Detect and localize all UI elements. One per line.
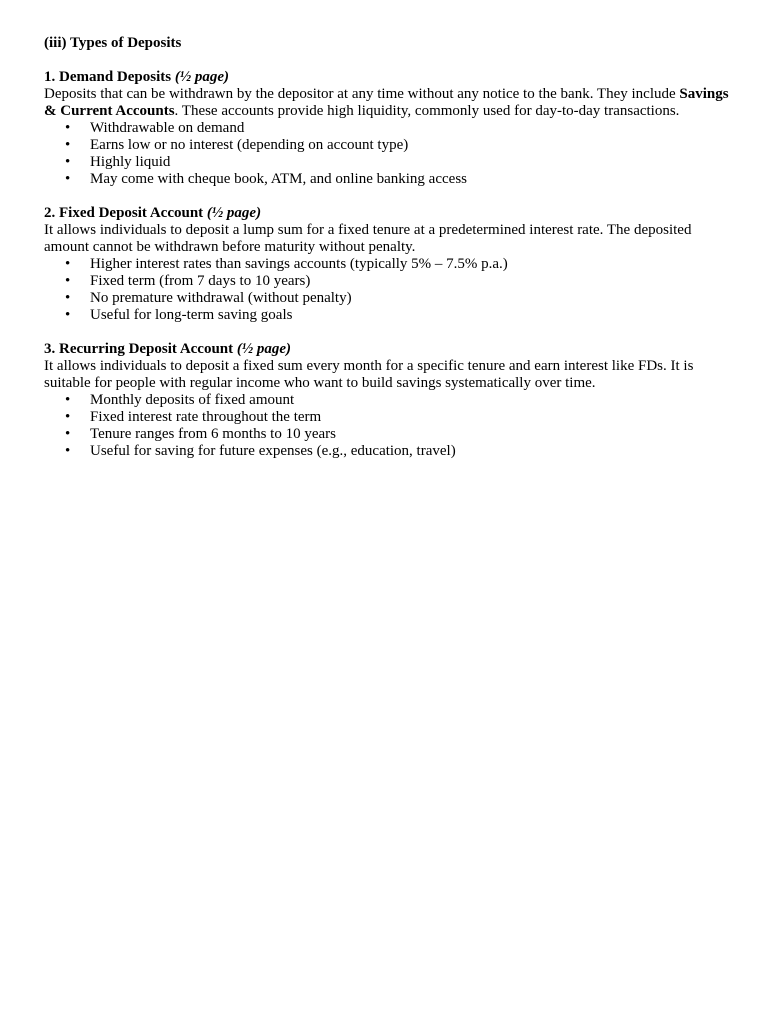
bullet-icon: •	[65, 392, 71, 408]
list-item-text: Useful for saving for future expenses (e.g., education, travel)	[90, 443, 456, 459]
list-item-text: Higher interest rates than savings accounts (typically 5% – 7.5% p.a.)	[90, 256, 508, 272]
list-item	[44, 171, 734, 188]
section-fixed-deposit	[44, 205, 734, 324]
list-item	[44, 443, 734, 460]
list-item	[44, 409, 734, 426]
section-recurring-deposit	[44, 341, 734, 460]
list-item-text: Tenure ranges from 6 months to 10 years	[90, 426, 336, 442]
bullet-icon: •	[65, 409, 71, 425]
list-item-text: Useful for long-term saving goals	[90, 307, 293, 323]
list-item	[44, 273, 734, 290]
list-item-text: May come with cheque book, ATM, and online banking access	[90, 171, 467, 187]
section-length-note: (½ page)	[174, 69, 229, 85]
paragraph-bold-text: Savings & Current Accounts	[44, 86, 729, 119]
bullet-icon: •	[65, 256, 71, 272]
section-paragraph	[44, 86, 734, 120]
paragraph-text: It allows individuals to deposit a fixed sum every month for a specific tenure and earn interest like FDs. It is suitable for people with regular income who want to build savings systematically over time.	[44, 358, 694, 391]
section-demand-deposits	[44, 69, 734, 188]
bullet-icon: •	[65, 273, 71, 289]
section-heading: 1. Demand Deposits	[44, 69, 172, 85]
list-item	[44, 120, 734, 137]
bullet-icon: •	[65, 426, 71, 442]
section-heading: 3. Recurring Deposit Account	[44, 341, 234, 357]
list-item-text: No premature withdrawal (without penalty)	[90, 290, 352, 306]
list-item	[44, 426, 734, 443]
bullet-icon: •	[65, 120, 71, 136]
list-item-text: Fixed term (from 7 days to 10 years)	[90, 273, 311, 289]
bullet-icon: •	[65, 171, 71, 187]
list-item	[44, 392, 734, 409]
bullet-list	[44, 120, 734, 188]
list-item-text: Highly liquid	[90, 154, 171, 170]
list-item-text: Withdrawable on demand	[90, 120, 245, 136]
list-item	[44, 256, 734, 273]
bullet-icon: •	[65, 137, 71, 153]
list-item	[44, 154, 734, 171]
bullet-icon: •	[65, 307, 71, 323]
list-item	[44, 137, 734, 154]
list-item-text: Earns low or no interest (depending on account type)	[90, 137, 409, 153]
list-item-text: Monthly deposits of fixed amount	[90, 392, 295, 408]
section-length-note: (½ page)	[236, 341, 292, 357]
section-heading-line	[44, 69, 734, 86]
list-item-text: Fixed interest rate throughout the term	[90, 409, 322, 425]
paragraph-text: Deposits that can be withdrawn by the depositor at any time without any notice to the bank. They include	[44, 86, 680, 102]
bullet-icon: •	[65, 290, 71, 306]
bullet-list	[44, 256, 734, 324]
paragraph-text-continued: . These accounts provide high liquidity, commonly used for day-to-day transactions.	[174, 103, 680, 119]
section-paragraph	[44, 222, 734, 256]
document-title: (iii) Types of Deposits	[44, 35, 182, 51]
section-heading-line	[44, 205, 734, 222]
document-page	[44, 35, 734, 477]
section-length-note: (½ page)	[206, 205, 262, 221]
section-paragraph	[44, 358, 734, 392]
list-item	[44, 290, 734, 307]
section-heading: 2. Fixed Deposit Account	[44, 205, 204, 221]
bullet-icon: •	[65, 154, 71, 170]
paragraph-text: It allows individuals to deposit a lump sum for a fixed tenure at a predetermined interest rate. The deposited amount cannot be withdrawn before maturity without penalty.	[44, 222, 692, 255]
bullet-icon: •	[65, 443, 71, 459]
bullet-list	[44, 392, 734, 460]
list-item	[44, 307, 734, 324]
section-heading-line	[44, 341, 734, 358]
